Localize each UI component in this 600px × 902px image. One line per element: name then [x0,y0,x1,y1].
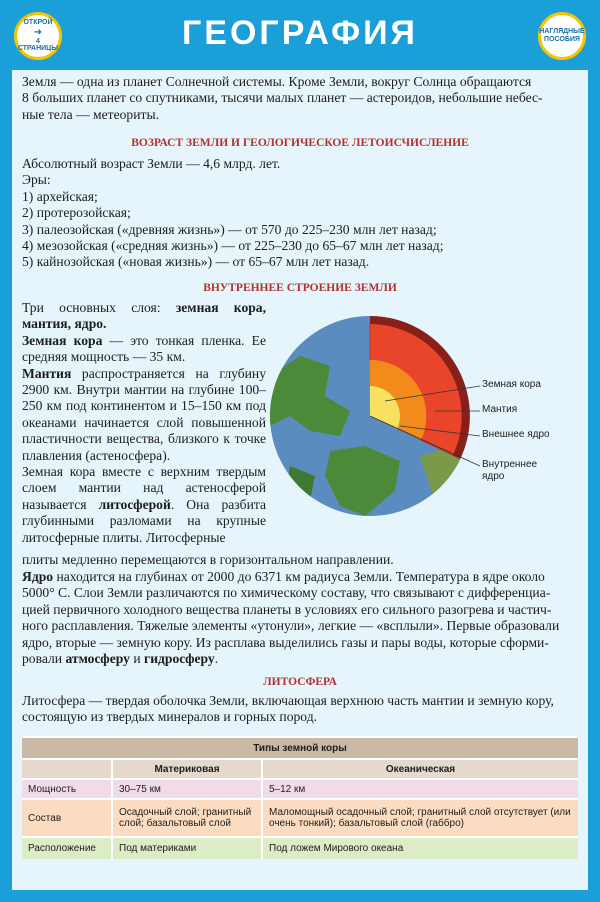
row-label: Расположение [22,837,112,859]
crust-text: — это тонкая пленка. Ее средняя мощность — 35 км. [22,332,266,365]
badge-right-line-1: НАГЛЯДНЫЕ [539,28,585,36]
content-panel [12,70,588,890]
era-item: 2) протерозойская; [22,205,131,221]
table-title: Типы земной коры [22,737,578,759]
and-word: и [129,651,145,667]
absolute-age: Абсолютный возраст Земли — 4,6 млрд. лет. [22,156,281,171]
lithosphere-heading: ЛИТОСФЕРА [263,676,337,688]
arrow-icon: ➜ [33,26,43,38]
label-inner-core-line: ядро [482,471,505,482]
core-line: ного расплавления. Тяжелые элементы «утонули», легкие — «всплыли». Первые образовали [22,618,560,634]
structure-left-column [22,300,266,546]
lithosphere-text-1: Земная кора вместе с верхним твердым слоем мантии над астеносферой называется [22,464,266,512]
intro-line: 8 больших планет со спутниками, тысячи малых планет — астероидов, небольшие небес- [22,90,543,106]
cell-continental: Осадочный слой; гранитный слой; базальтовый слой [112,799,262,837]
page-title: ГЕОГРАФИЯ [182,14,418,52]
eras-label: Эры: [22,172,51,188]
era-item: 1) архейская; [22,188,98,204]
mantle-term: Мантия [22,365,72,381]
label-crust: Земная кора [482,379,541,390]
core-term: Ядро [22,569,54,584]
row-label: Мощность [22,779,112,799]
core-line: 5000° С. Слои Земли различаются по химическому составу, что связывают с дифференциа- [22,585,551,601]
structure-heading: ВНУТРЕННЕЕ СТРОЕНИЕ ЗЕМЛИ [203,282,397,294]
label-inner-core-line: Внутреннее [482,459,538,470]
table-header-continental: Материковая [112,759,262,779]
earth-structure-diagram [270,316,580,516]
badge-left-line-2: 4 СТРАНИЦЫ [17,37,59,53]
label-outer-core: Внешнее ядро [482,429,550,440]
age-section [22,156,578,271]
era-item: 5) кайнозойская («новая жизнь») — от 65–67 млн лет назад. [22,254,370,270]
cell-continental: Под материками [112,837,262,859]
era-item: 3) палеозойская («древняя жизнь») — от 570 до 225–230 млн лет назад; [22,221,437,237]
header [0,0,600,72]
table-header-oceanic: Океаническая [262,759,578,779]
age-heading: ВОЗРАСТ ЗЕМЛИ И ГЕОЛОГИЧЕСКОЕ ЛЕТОИСЧИСЛЕНИЕ [131,137,469,149]
label-mantle: Мантия [482,404,518,415]
hydrosphere-term: гидросферу [144,651,215,667]
layers-list: земная кора, мантия, ядро. [22,300,266,332]
table-header-empty [22,759,112,779]
lithosphere-text-2: . Она разбита глубинными разломами на крупные литосферные плиты. Литосферные [22,496,266,545]
core-line: ядро, вторые — земную кору. Из расплава выделились газы и пары воды, которые сформи- [22,634,549,650]
mantle-text: распространяется на глубину 2900 км. Внутри мантии на глубине 100–250 км под континентом и 15–150 км под океанами начинается слой повышенной пластичности вещества, близкого к точке плавления (астеносфера). [22,365,266,463]
intro-paragraph [22,74,578,123]
visual-aids-badge [538,12,586,60]
period: . [214,651,219,667]
cell-oceanic: Маломощный осадочный слой; гранитный слой отсутствует (или очень тонкий); базальтовый слой (габбро) [262,799,578,837]
lithosphere-line: состоящую из твердых минералов и горных пород. [22,709,318,725]
row-label: Состав [22,799,112,837]
lithosphere-line: Литосфера — твердая оболочка Земли, включающая верхнюю часть мантии и земную кору, [22,693,554,708]
table-row [22,779,578,799]
atmosphere-term: атмосферу [65,651,130,667]
table-row [22,799,578,837]
crust-types-table [22,736,578,859]
cell-oceanic: Под ложем Мирового океана [262,837,578,859]
core-line: цией первичного холодного вещества планеты в условиях его сильного разогрева и частич- [22,601,552,617]
cell-continental: 30–75 км [112,779,262,799]
lithosphere-paragraph [22,693,578,726]
table-row [22,837,578,859]
core-last-pre: ровали [22,651,66,667]
label-inner-core [482,459,537,483]
core-line: находится на глубинах от 2000 до 6371 км радиуса Земли. Температура в ядре около [53,569,545,584]
crust-term: Земная кора [22,332,103,348]
intro-line: ные тела — метеориты. [22,106,159,122]
core-paragraph [22,569,578,667]
badge-right-line-2: ПОСОБИЯ [544,36,580,43]
era-item: 4) мезозойская («средняя жизнь») — от 225–230 до 65–67 млн лет назад; [22,238,444,254]
lithosphere-term: литосферой [98,496,171,512]
intro-line: Земля — одна из планет Солнечной системы. Кроме Земли, вокруг Солнца обращаются [22,74,532,89]
plates-line: плиты медленно перемещаются в горизонтальном направлении. [22,552,394,567]
badge-left-line-1: ОТКРОЙ [23,18,53,26]
layers-intro: Три основных слоя: [22,300,161,315]
cell-oceanic: 5–12 км [262,779,578,799]
